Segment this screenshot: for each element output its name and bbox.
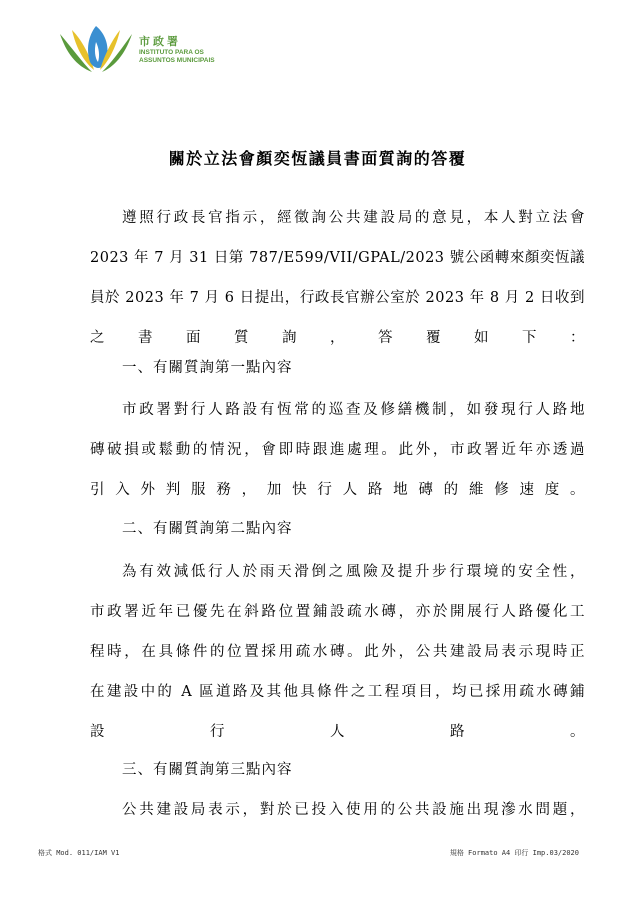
section-1-line-3: 引入外判服務，加快行人路地磚的維修速度。 bbox=[90, 482, 585, 498]
document-title: 關於立法會顏奕恆議員書面質詢的答覆 bbox=[168, 149, 467, 168]
intro-line-3: 員於 2023 年 7 月 6 日提出，行政長官辦公室於 2023 年 8 月 2 日收到 bbox=[90, 290, 585, 306]
section-3-paragraph bbox=[90, 790, 585, 830]
intro-line-4: 之書面質詢，答覆如下： bbox=[90, 330, 585, 346]
section-2-line-3: 程時，在具條件的位置採用疏水磚。此外，公共建設局表示現時正 bbox=[90, 644, 585, 660]
header-org-name bbox=[139, 36, 215, 65]
org-name-pt-line1: INSTITUTO PARA OS bbox=[139, 49, 204, 56]
header-logo bbox=[58, 22, 228, 82]
section-2-heading: 二、有關質詢第二點內容 bbox=[122, 521, 293, 537]
intro-paragraph bbox=[90, 198, 585, 358]
section-1-line-1: 市政署對行人路設有恆常的巡查及修繕機制，如發現行人路地 bbox=[122, 402, 585, 418]
org-name-pt-line2: ASSUNTOS MUNICIPAIS bbox=[139, 57, 215, 64]
section-2-paragraph bbox=[90, 552, 585, 752]
section-2-line-5: 設行人路。 bbox=[90, 724, 585, 740]
footer-form-code: 格式 Mod. 011/IAM V1 bbox=[38, 849, 120, 857]
iam-logo-icon bbox=[58, 22, 138, 82]
footer-format-code: 規格 Formato A4 印行 Imp.03/2020 bbox=[449, 849, 579, 857]
section-2-line-4: 在建設中的 A 區道路及其他具條件之工程項目，均已採用疏水磚鋪 bbox=[90, 684, 585, 700]
intro-line-1: 遵照行政長官指示，經徵詢公共建設局的意見，本人對立法會 bbox=[122, 210, 585, 226]
section-2-line-2: 市政署近年已優先在斜路位置鋪設疏水磚，亦於開展行人路優化工 bbox=[90, 604, 585, 620]
section-3-line-1: 公共建設局表示，對於已投入使用的公共設施出現滲水問題， bbox=[122, 802, 585, 818]
section-3-heading: 三、有關質詢第三點內容 bbox=[122, 762, 293, 778]
org-name-chinese: 市政署 bbox=[139, 36, 181, 48]
section-1-line-2: 磚破損或鬆動的情況，會即時跟進處理。此外，市政署近年亦透過 bbox=[90, 442, 585, 458]
section-1-heading: 一、有關質詢第一點內容 bbox=[122, 360, 293, 376]
section-1-paragraph bbox=[90, 390, 585, 510]
section-2-line-1: 為有效減低行人於雨天滑倒之風險及提升步行環境的安全性， bbox=[122, 564, 585, 580]
intro-line-2: 2023 年 7 月 31 日第 787/E599/VII/GPAL/2023 號公函轉來顏奕恆議 bbox=[90, 250, 585, 266]
